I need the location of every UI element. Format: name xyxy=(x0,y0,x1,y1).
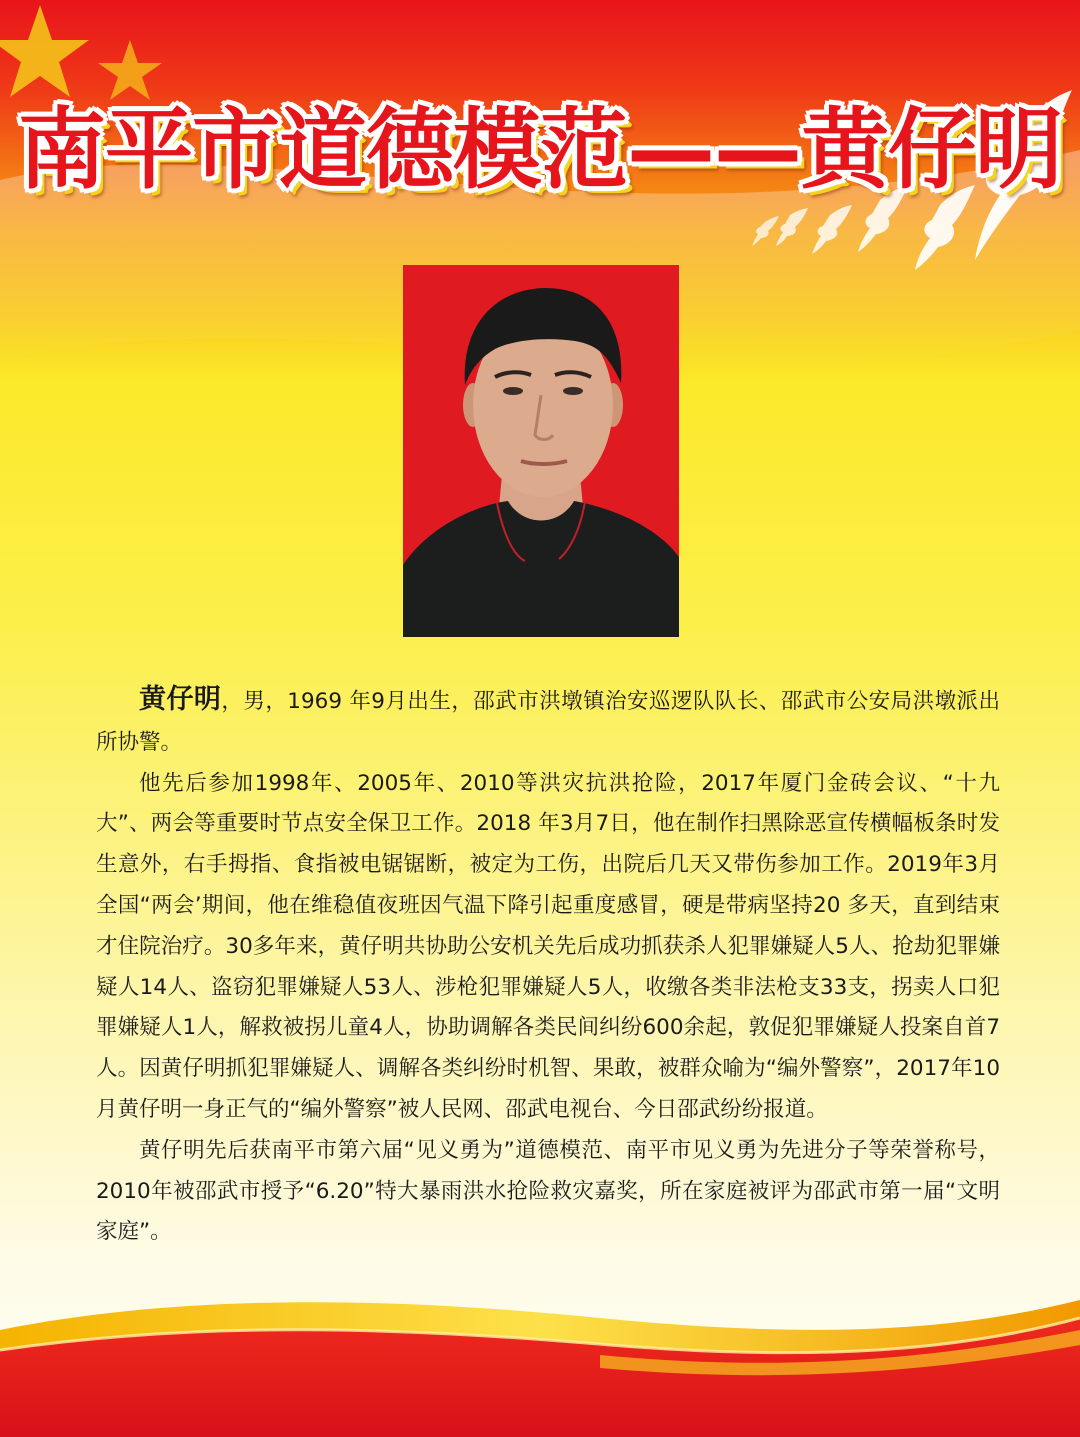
page-title: 南平市道德模范——黄仔明 xyxy=(17,98,1062,201)
biography xyxy=(96,680,1000,1253)
bio-paragraph-deeds: 他先后参加1998年、2005年、2010等洪灾抗洪抢险，2017年厦门金砖会议、“十九大”、两会等重要时节点安全保卫工作。2018 年3月7日，他在制作扫黑除恶宣传横幅板条时发生意外，右手拇指、食指被电锯锯断，被定为工伤，出院后几天又带伤参加工作。2019年3月全国“两会’期间，他在维稳值夜班因气温下降引起重度感冒，硬是带病坚持20 多天，直到结束才住院治疗。30多年来，黄仔明共协助公安机关先后成功抓获杀人犯罪嫌疑人5人、抢劫犯罪嫌疑人14人、盗窃犯罪嫌疑人53人、涉枪犯罪嫌疑人5人，收缴各类非法枪支33支，拐卖人口犯罪嫌疑人1人，解救被拐儿童4人，协助调解各类民间纠纷600余起，敦促犯罪嫌疑人投案自首7人。因黄仔明抓犯罪嫌疑人、调解各类纠纷时机智、果敢，被群众喻为“编外警察”，2017年10月黄仔明一身正气的“编外警察”被人民网、邵武电视台、今日邵武纷纷报道。 xyxy=(96,770,1000,1122)
intro-text: ，男，1969 年9月出生，邵武市洪墩镇治安巡逻队队长、邵武市公安局洪墩派出所协警。 xyxy=(96,689,1001,755)
portrait-photo xyxy=(403,265,679,637)
bio-paragraph-honors: 黄仔明先后获南平市第六届“见义勇为”道德模范、南平市见义勇为先进分子等荣誉称号，2010年被邵武市授予“6.20”特大暴雨洪水抢险救灾嘉奖，所在家庭被评为邵武市第一届“文明家庭”。 xyxy=(96,1137,1000,1245)
bio-paragraph-intro xyxy=(96,680,1000,764)
person-name: 黄仔明 xyxy=(139,684,222,715)
